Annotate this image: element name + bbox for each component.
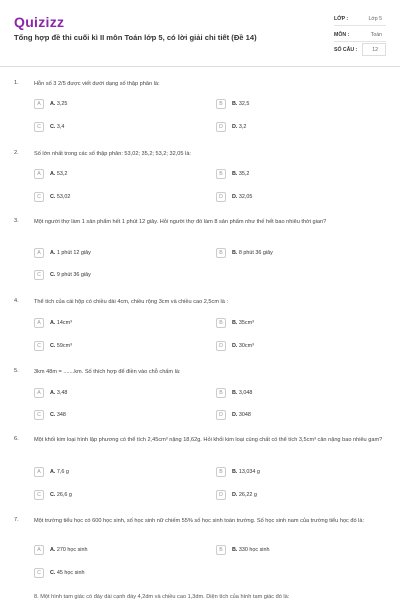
option-a[interactable]: A A. 53,2 (34, 169, 194, 181)
meta-grade-value: Lớp 5 (368, 16, 382, 22)
option-b[interactable]: B B. 35,2 (216, 169, 376, 181)
question-number: 1. (14, 80, 19, 86)
option-c[interactable]: C C. 3,4 (34, 122, 194, 134)
meta-divider (334, 41, 386, 42)
question-number: 3. (14, 218, 19, 224)
question-text: Hỗn số 3 2/5 được viết dưới dạng số thập phân là: (34, 81, 160, 87)
option-b[interactable]: B B. 330 học sinh (216, 545, 376, 557)
meta-subject-key: MÔN : (334, 32, 350, 38)
option-c[interactable]: C C. 45 học sinh (34, 568, 194, 580)
option-b[interactable]: B B. 3,048 (216, 388, 376, 400)
option-d[interactable]: D D. 26,22 g (216, 490, 376, 502)
option-a[interactable]: A A. 270 học sinh (34, 545, 194, 557)
question-number: 5. (14, 368, 19, 374)
page-header (0, 0, 400, 66)
meta-grade-key: LỚP : (334, 16, 349, 22)
header-rule (0, 66, 400, 67)
option-b[interactable]: B B. 8 phút 36 giây (216, 248, 376, 260)
question-number: 6. (14, 436, 19, 442)
meta-subject-value: Toán (370, 32, 382, 38)
option-b[interactable]: B B. 13,034 g (216, 467, 376, 479)
option-a[interactable]: A A. 3,25 (34, 99, 194, 111)
question-number: 7. (14, 517, 19, 523)
meta-count-key: SỐ CÂU : (334, 47, 358, 53)
question-text: Một khối kim loại hình lập phương có thể tích 2,45cm³ nặng 18,62g. Hỏi khối kim loại cùng chất có thể tích 3,5cm³ cân nặng bao nhiêu gam? (34, 437, 383, 443)
option-c[interactable]: C C. 348 (34, 410, 194, 422)
option-a[interactable]: A A. 1 phút 12 giây (34, 248, 194, 260)
option-b[interactable]: B B. 35cm³ (216, 318, 376, 330)
meta-divider (334, 25, 386, 26)
question-text: Thể tích của cái hộp có chiều dài 4cm, chiều rộng 3cm và chiều cao 2,5cm là : (34, 299, 229, 305)
option-c[interactable]: C C. 53,02 (34, 192, 194, 204)
question-number: 4. (14, 298, 19, 304)
question-8-cut: 8. Một hình tam giác có đáy dài cạnh đáy 4,2dm và chiều cao 1,3dm. Diện tích của hình tam giác đó là: (34, 594, 290, 600)
question-text: Một trường tiểu học có 600 học sinh, số học sinh nữ chiếm 55% số học sinh toàn trường. Số học sinh nam của trường tiểu học đó là: (34, 518, 365, 524)
option-b[interactable]: B B. 32,5 (216, 99, 376, 111)
meta-count-value: 12 (372, 47, 378, 53)
option-c[interactable]: C C. 26,6 g (34, 490, 194, 502)
quizizz-logo: Quizizz (14, 14, 65, 30)
option-d[interactable]: D D. 3,2 (216, 122, 376, 134)
option-c[interactable]: C C. 9 phút 36 giây (34, 270, 194, 282)
question-text: 3km 48m = .......km. Số thích hợp để điền vào chỗ chấm là: (34, 369, 181, 375)
question-text: Một người thợ làm 1 sản phẩm hết 1 phút 12 giây. Hỏi người thợ đó làm 8 sản phẩm như thế hết bao nhiêu thời gian? (34, 219, 327, 225)
document-title: Tổng hợp đề thi cuối kì II môn Toán lớp 5, có lời giải chi tiết (Đề 14) (14, 33, 257, 42)
option-a[interactable]: A A. 7,6 g (34, 467, 194, 479)
option-d[interactable]: D D. 32,05 (216, 192, 376, 204)
question-text: Số lớn nhất trong các số thập phân: 53,02; 35,2; 53,2; 32,05 là: (34, 151, 191, 157)
option-c[interactable]: C C. 59cm³ (34, 341, 194, 353)
option-a[interactable]: A A. 3,48 (34, 388, 194, 400)
option-a[interactable]: A A. 14cm³ (34, 318, 194, 330)
option-d[interactable]: D D. 3048 (216, 410, 376, 422)
question-number: 2. (14, 150, 19, 156)
option-d[interactable]: D D. 30cm³ (216, 341, 376, 353)
